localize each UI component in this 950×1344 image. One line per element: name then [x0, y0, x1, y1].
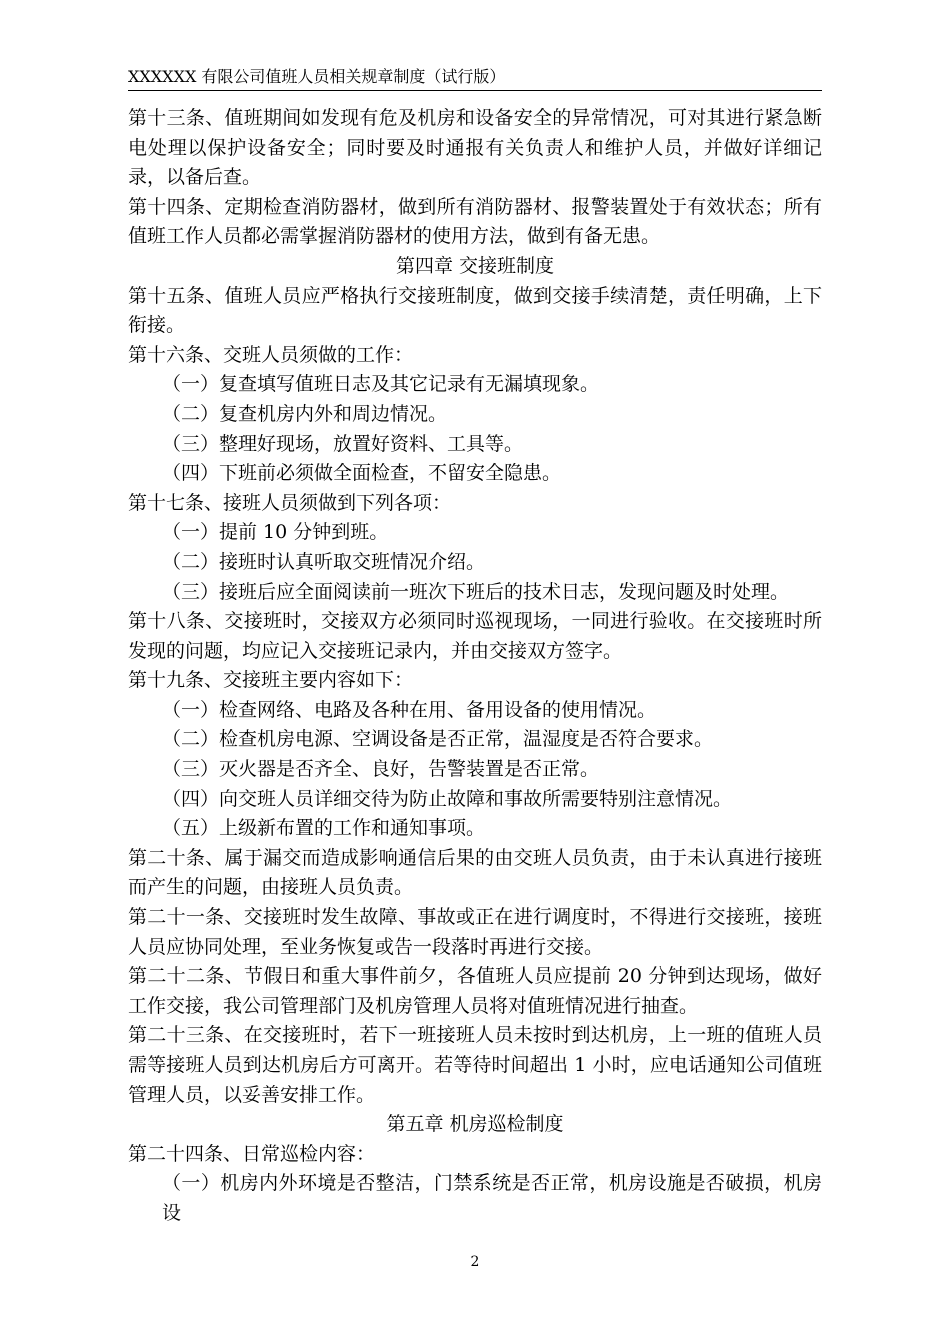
list-item: （一）复查填写值班日志及其它记录有无漏填现象。 — [162, 373, 600, 396]
page-number: 2 — [470, 1254, 480, 1270]
page-header: XXXXXX 有限公司值班人员相关规章制度（试行版） — [128, 66, 822, 91]
list-item: （二）检查机房电源、空调设备是否正常，温湿度是否符合要求。 — [162, 728, 714, 751]
article-17: 第十七条、接班人员须做到下列各项： — [128, 491, 452, 514]
list-item: （一）检查网络、电路及各种在用、备用设备的使用情况。 — [162, 698, 657, 721]
article-21: 第二十一条、交接班时发生故障、事故或正在进行调度时，不得进行交接班，接班人员应协同处理，至业务恢复或告一段落时再进行交接。 — [128, 906, 822, 958]
chapter-4-heading: 第四章 交接班制度 — [395, 254, 555, 277]
article-14: 第十四条、定期检查消防器材，做到所有消防器材、报警装置处于有效状态；所有值班工作人员都必需掌握消防器材的使用方法，做到有备无患。 — [128, 195, 822, 248]
article-20: 第二十条、属于漏交而造成影响通信后果的由交班人员负责，由于未认真进行接班而产生的问题，由接班人员负责。 — [128, 846, 822, 899]
list-item: （五）上级新布置的工作和通知事项。 — [162, 817, 486, 840]
article-13: 第十三条、值班期间如发现有危及机房和设备安全的异常情况，可对其进行紧急断电处理以保护设备安全；同时要及时通报有关负责人和维护人员，并做好详细记录，以备后查。 — [128, 107, 822, 189]
article-15: 第十五条、值班人员应严格执行交接班制度，做到交接手续清楚，责任明确，上下衔接。 — [128, 284, 822, 337]
article-22: 第二十二条、节假日和重大事件前夕，各值班人员应提前 20 分钟到达现场，做好工作交接，我公司管理部门及机房管理人员将对值班情况进行抽查。 — [128, 965, 822, 1017]
article-19: 第十九条、交接班主要内容如下： — [128, 669, 414, 692]
article-23: 第二十三条、在交接班时，若下一班接班人员未按时到达机房，上一班的值班人员需等接班人员到达机房后方可离开。若等待时间超出 1 小时，应电话通知公司值班管理人员，以妥善安排工作。 — [128, 1024, 822, 1106]
chapter-5-heading: 第五章 机房巡检制度 — [386, 1113, 564, 1136]
list-item: （三）接班后应全面阅读前一班次下班后的技术日志，发现问题及时处理。 — [162, 580, 790, 603]
article-16: 第十六条、交班人员须做的工作： — [128, 343, 414, 366]
list-item: （一）机房内外环境是否整洁，门禁系统是否正常，机房设施是否破损，机房设 — [162, 1172, 822, 1224]
list-item: （一）提前 10 分钟到班。 — [162, 521, 389, 544]
document-body — [128, 104, 822, 1229]
list-item: （二）复查机房内外和周边情况。 — [162, 402, 448, 425]
list-item: （三）灭火器是否齐全、良好，告警装置是否正常。 — [162, 758, 600, 781]
article-24: 第二十四条、日常巡检内容： — [128, 1142, 376, 1165]
list-item: （四）向交班人员详细交待为防止故障和事故所需要特别注意情况。 — [162, 787, 733, 810]
article-18: 第十八条、交接班时，交接双方必须同时巡视现场，一同进行验收。在交接班时所发现的问题，均应记入交接班记录内，并由交接双方签字。 — [128, 610, 822, 662]
list-item: （四）下班前必须做全面检查，不留安全隐患。 — [162, 462, 562, 485]
list-item: （三）整理好现场，放置好资料、工具等。 — [162, 432, 524, 455]
list-item: （二）接班时认真听取交班情况介绍。 — [162, 550, 486, 573]
